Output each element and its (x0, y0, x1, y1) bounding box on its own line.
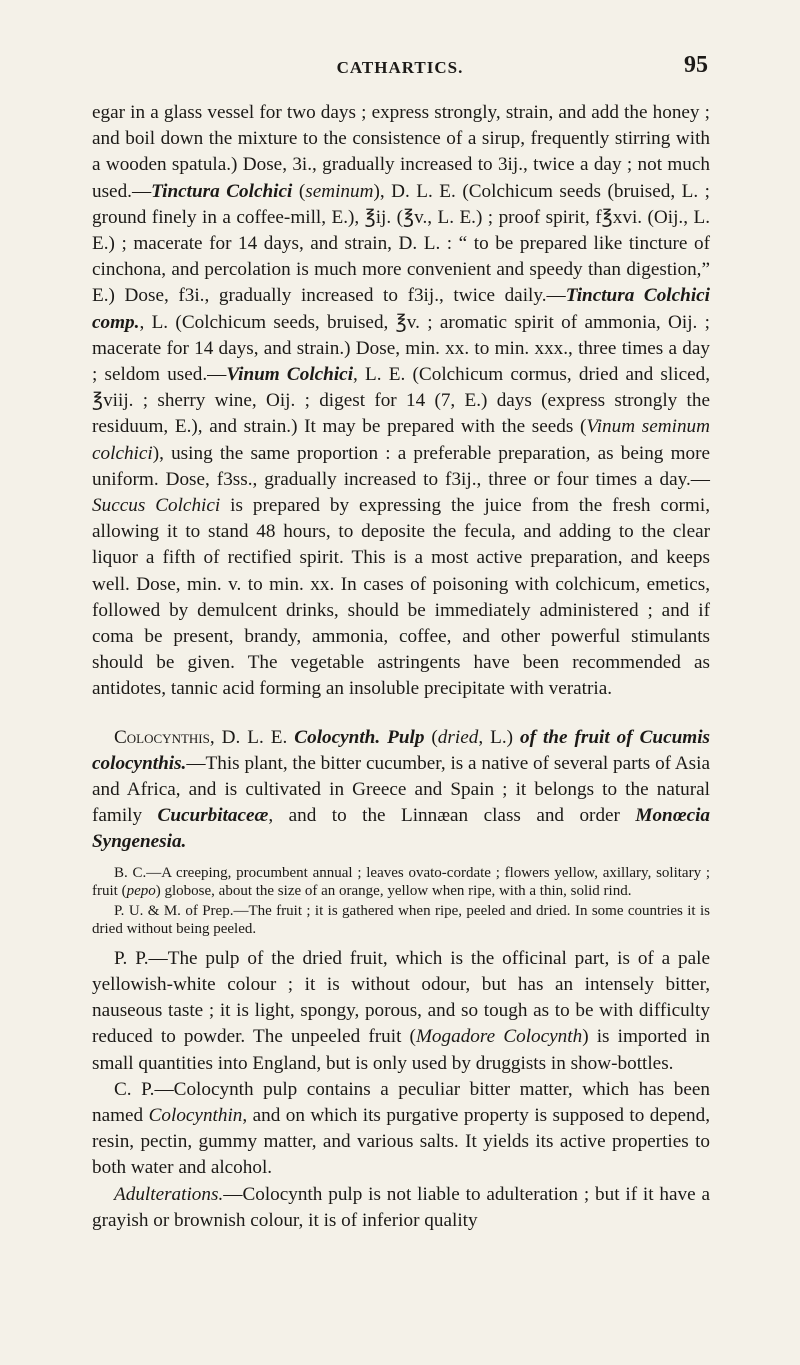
text-segment: Adulterations. (114, 1183, 224, 1205)
text-segment: , and to the Linnæan class and order (268, 805, 636, 827)
text-segment: , D. L. E. (209, 726, 295, 748)
text-segment: P. U. & M. of Prep.—The fruit ; it is gathered when ripe, peeled and dried. In some countries it is dried without being peeled. (92, 902, 710, 937)
text-segment: pepo (126, 882, 156, 899)
page-number: 95 (684, 52, 708, 78)
text-segment: —Colocynth pulp is not liable to adulteration ; but if it have a grayish or brownish colour, it is of inferior quality (92, 1183, 710, 1231)
text-segment: , L. E. (Colchicum cormus, dried and sliced, ℥viij. ; sherry wine, Oij. ; digest for 14 (7, E.) days (express strongly the residuum, E.), and strain.) It may be prepared with the seeds ( (92, 364, 710, 438)
text-segment: P. P.—The pulp of the dried fruit, which is the officinal part, is of a pale yellowish-white colour ; it is without odour, but has an intensely bitter, nauseous taste ; it is light, spongy, porous, and so tough as to be with difficulty reduced to powder. The unpeeled fruit ( (92, 947, 710, 1048)
text-segment: ) is imported in small quantities into England, but is only used by druggists in show-bottles. (92, 1026, 710, 1074)
body-text (92, 100, 710, 1234)
text-segment: seminum (305, 180, 374, 202)
text-segment: egar in a glass vessel for two days ; express strongly, strain, and add the honey ; and boil down the mixture to the consistence of a sirup, frequently stirring with a wooden spatula.) Dose, 3i., gradually increased to 3ij., twice a day ; not much used.— (92, 102, 710, 202)
text-segment: —This plant, the bitter cucumber, is a native of several parts of Asia and Africa, and is cultivated in Greece and Spain ; it belongs to the natural family (92, 752, 710, 827)
text-segment: Monœcia Syngenesia. (92, 805, 711, 853)
text-segment: , L.) (478, 726, 520, 748)
text-segment: dried (437, 726, 479, 748)
running-title: CATHARTICS. (336, 58, 464, 77)
text-segment: Colocynthis (114, 726, 210, 748)
paragraph-colchicum-continued (92, 100, 710, 703)
paragraph-colocynthis-intro (92, 725, 710, 856)
note-botanical-characters (92, 864, 710, 900)
text-segment: ) globose, about the size of an orange, yellow when ripe, with a thin, solid rind. (155, 882, 632, 899)
text-segment: is prepared by expressing the juice from the fresh cormi, allowing it to stand 48 hours, to deposite the fecula, and adding to the clear liquor a fifth of rectified spirit. This is a most active preparation, and keeps well. Dose, min. v. to min. xx. In cases of poisoning with colchicum, emetics, followed by demulcent drinks, should be immediately administered ; and if coma be present, brandy, ammonia, coffee, and other powerful stimulants should be given. The vegetable astringents have been recommended as antidotes, tannic acid forming an insoluble precipitate with veratria. (92, 495, 710, 700)
text-segment: B. C.—A creeping, procumbent annual ; leaves ovato-cordate ; flowers yellow, axillary, solitary ; fruit ( (92, 864, 710, 899)
text-segment: ( (292, 180, 306, 202)
text-segment: Colocynth. Pulp (294, 726, 425, 748)
text-segment: of the fruit of Cucumis colocynthis. (92, 726, 710, 774)
text-segment: Tinctura Colchici (151, 180, 293, 202)
text-segment: Vinum seminum colchici (92, 416, 710, 464)
page-header (92, 52, 708, 88)
text-segment: , and on which its purgative property is supposed to depend, resin, pectin, gummy matter, and various salts. It yields its active properties to both water and alcohol. (92, 1104, 710, 1179)
text-segment: , L. (Colchicum seeds, bruised, ℥v. ; aromatic spirit of ammonia, Oij. ; macerate for 14 days, and strain.) Dose, min. xx. to min. xxx., three times a day ; seldom used.— (92, 311, 710, 386)
text-segment: ), using the same proportion : a preferable preparation, as being more uniform. Dose, f3ss., gradually increased to f3ij., three or four times a day.— (92, 442, 710, 490)
paragraph-physical-properties (92, 946, 710, 1077)
text-segment: Colocynthin (148, 1104, 243, 1126)
text-segment: ( (424, 726, 438, 748)
text-segment: Mogadore Colocynth (415, 1026, 583, 1048)
note-part-used (92, 902, 710, 938)
paragraph-chemical-properties (92, 1077, 710, 1182)
text-segment: Succus Colchici (92, 495, 221, 517)
text-segment: ), D. L. E. (Colchicum seeds (bruised, L. ; ground finely in a coffee-mill, E.), ℥ij. (℥v., L. E.) ; proof spirit, f℥xvi. (Oij., L. E.) ; macerate for 14 days, and strain, D. L. : “ to be prepared like tincture of cinchona, and percolation is much more convenient and speedy than digestion,” E.) Dose, f3i., gradually increased to f3ij., twice daily.— (92, 180, 710, 307)
text-segment: Vinum Colchici (226, 364, 354, 386)
text-segment: Cucurbitaceæ (157, 805, 269, 827)
text-segment: Tinctura Colchici comp. (92, 285, 710, 333)
paragraph-adulterations (92, 1182, 710, 1234)
text-segment: C. P.—Colocynth pulp contains a peculiar bitter matter, which has been named (92, 1078, 710, 1126)
